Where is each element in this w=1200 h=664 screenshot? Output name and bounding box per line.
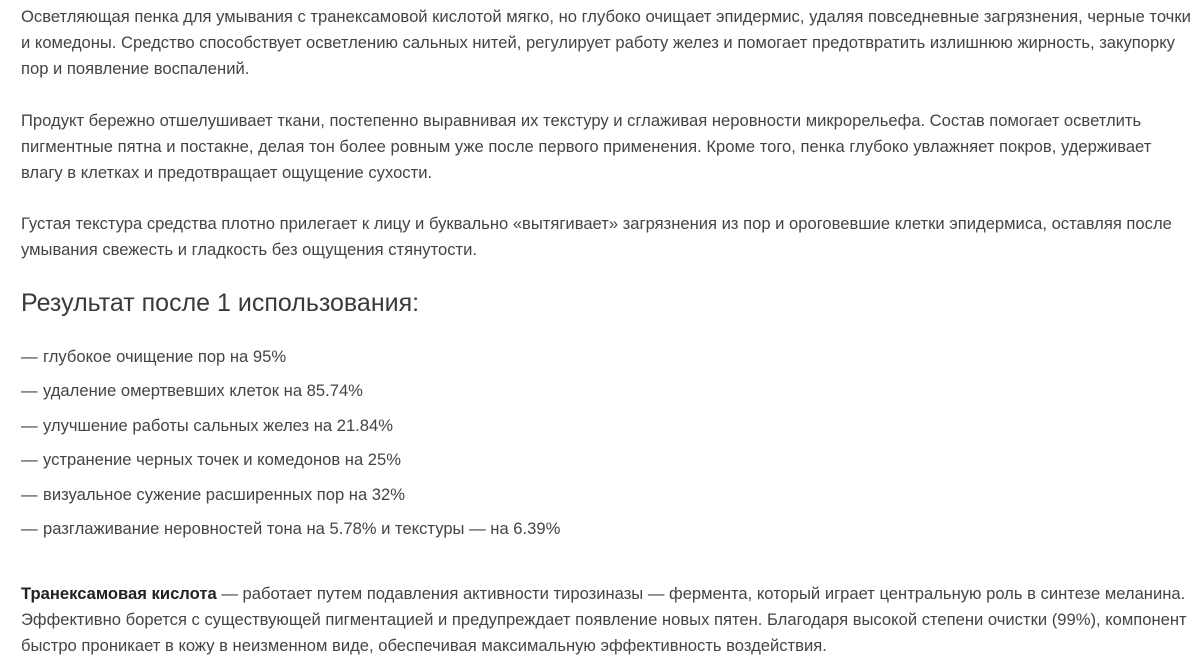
result-text: удаление омертвевших клеток на 85.74% — [43, 381, 363, 401]
list-item — [21, 412, 560, 446]
description-paragraph-3: Густая текстура средства плотно прилегает к лицу и буквально «вытягивает» загрязнения из пор и ороговевшие клетки эпидермиса, оставляя после умывания свежесть и гладкость без ощущения стянутости. — [21, 214, 1172, 259]
result-text: глубокое очищение пор на 95% — [43, 347, 287, 366]
dash-bullet: — — [21, 450, 38, 470]
result-text: улучшение работы сальных желез на 21.84% — [43, 415, 394, 435]
dash-bullet: — — [21, 518, 38, 538]
ingredient-name: Транексамовая кислота — [21, 584, 217, 603]
results-heading: Результат после 1 использования: — [21, 289, 420, 317]
dash-bullet: — — [21, 381, 38, 401]
ingredient-description: — работает путем подавления активности тирозиназы — фермента, который играет центральную роль в синтезе меланина. Эффективно борется с существующей пигментацией и предупреждает появление новых пятен. Благодаря высокой степени очистки (99%), компонент быстро проникает в кожу в неизменном виде, обеспечивая максимальную эффективность воздействия. — [21, 584, 1187, 655]
dash-bullet: — — [21, 415, 38, 435]
description-paragraph-1: Осветляющая пенка для умывания с транексамовой кислотой мягко, но глубоко очищает эпидермис, удаляя повседневные загрязнения, черные точки и комедоны. Средство способствует осветлению сальных нитей, регулирует работу желез и помогает предотвратить излишнюю жирность, закупорку пор и появление воспалений. — [21, 7, 1191, 78]
ingredient-paragraph — [21, 581, 1193, 659]
list-item — [21, 343, 560, 377]
dash-bullet: — — [21, 484, 38, 504]
list-item — [21, 481, 560, 515]
result-text: разглаживание неровностей тона на 5.78% и текстуры — на 6.39% — [43, 518, 561, 538]
result-text: визуальное сужение расширенных пор на 32% — [43, 484, 406, 504]
list-item — [21, 515, 560, 549]
dash-bullet: — — [21, 347, 38, 366]
result-text: устранение черных точек и комедонов на 25% — [43, 450, 402, 470]
description-paragraph-2: Продукт бережно отшелушивает ткани, постепенно выравнивая их текстуру и сглаживая неровности микрорельефа. Состав помогает осветлить пигментные пятна и постакне, делая тон более ровным уже после первого применения. Кроме того, пенка глубоко увлажняет покров, удерживает влагу в клетках и предотвращает ощущение сухости. — [21, 111, 1152, 182]
list-item — [21, 446, 560, 480]
results-list — [21, 343, 560, 549]
list-item — [21, 377, 560, 411]
